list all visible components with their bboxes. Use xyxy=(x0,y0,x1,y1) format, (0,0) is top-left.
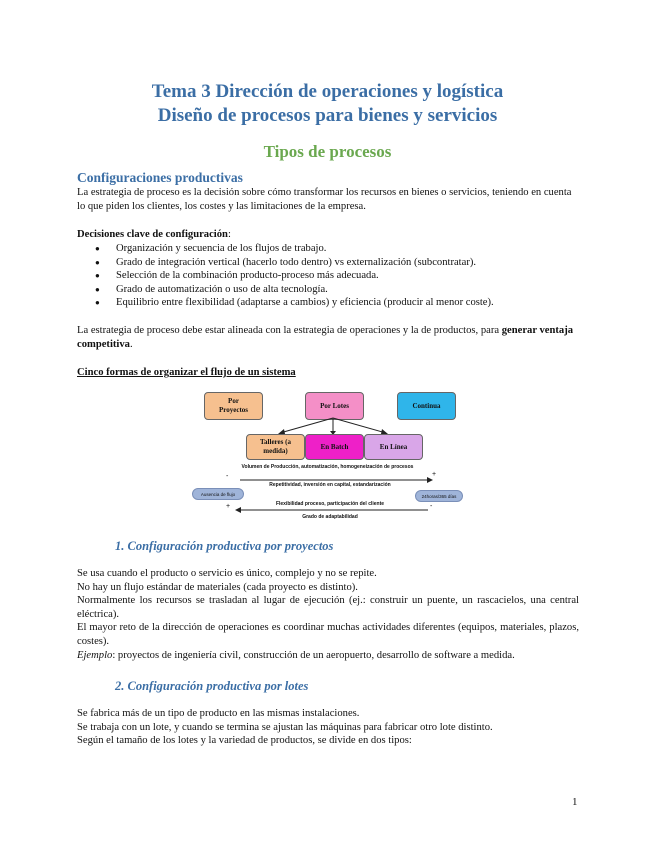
box-talleres xyxy=(246,434,305,460)
box-talleres-label: Talleres (a medida) xyxy=(260,438,291,455)
alignment-bold: generar ventaja competitiva xyxy=(77,325,574,350)
process-flow-diagram xyxy=(190,385,460,525)
arrow-to-talleres xyxy=(280,418,333,433)
sign-plus-bottom: + xyxy=(226,503,231,510)
example-label: Ejemplo xyxy=(77,649,113,661)
decisions-list xyxy=(95,242,575,310)
sign-plus-top: + xyxy=(432,471,437,478)
box-en-linea-label: En Línea xyxy=(379,442,408,451)
proyectos-paragraph xyxy=(77,567,579,662)
decisions-label-bold: Decisiones clave de configuración xyxy=(77,229,228,240)
flow-heading: Cinco formas de organizar el flujo de un sistema xyxy=(77,367,296,378)
decisions-label-colon: : xyxy=(227,229,231,240)
list-item: ● Grado de integración vertical (hacerlo todo dentro) vs externalización (subcontratar). xyxy=(95,256,575,270)
section-heading-configuraciones: Configuraciones productivas xyxy=(77,170,243,185)
paragraph-line: Se fabrica más de un tipo de producto en las mismas instalaciones. xyxy=(77,708,360,719)
list-item: ● Selección de la combinación producto-proceso más adecuada. xyxy=(95,269,575,283)
paragraph-line: Según el tamaño de los lotes y la variedad de productos, se divide en dos tipos: xyxy=(77,735,412,747)
arrow-head-flexibilidad xyxy=(235,507,241,513)
box-en-batch-label: En Batch xyxy=(320,442,349,451)
list-item: ● Grado de automatización o uso de alta tecnología. xyxy=(95,283,575,297)
alignment-paragraph xyxy=(77,324,579,351)
box-en-linea xyxy=(364,434,423,460)
label-adaptabilidad: Grado de adaptabilidad xyxy=(302,514,358,520)
arrow-to-linea xyxy=(333,418,386,433)
alignment-end: . xyxy=(129,338,133,350)
list-item: ● Equilibrio entre flexibilidad (adaptarse a cambios) y eficiencia (producir al menor coste). xyxy=(95,296,575,310)
pill-24-horas: 24horas/365 días xyxy=(415,490,463,502)
paragraph-line: Normalmente los recursos se trasladan al lugar de ejecución (ej.: construir un puente, un rascacielos, una central eléctrica). xyxy=(77,595,579,620)
subsection-heading-proyectos: 1. Configuración productiva por proyectos xyxy=(115,539,334,553)
paragraph-line: Se trabaja con un lote, y cuando se termina se ajustan las máquinas para fabricar otro lote distinto. xyxy=(77,721,493,733)
sign-minus-top: - xyxy=(226,473,229,480)
paragraph-line: Se usa cuando el producto o servicio es único, complejo y no se repite. xyxy=(77,568,377,579)
lotes-paragraph xyxy=(77,707,579,748)
box-por-proyectos-label: Por Proyectos xyxy=(218,397,249,414)
pill-ausencia-flujo: Ausencia de flujo xyxy=(192,488,244,500)
intro-paragraph: La estrategia de proceso es la decisión sobre cómo transformar los recursos en bienes o servicios, teniendo en cuenta lo que piden los clientes, los costes y las limitaciones de la empresa. xyxy=(77,187,572,212)
sign-minus-bottom: - xyxy=(430,503,433,510)
box-continua-label: Continua xyxy=(412,401,441,410)
alignment-text: La estrategia de proceso debe estar alineada con la estrategia de operaciones y la de productos, para xyxy=(77,325,502,336)
document-title-line-2: Diseño de procesos para bienes y servicios xyxy=(157,105,498,126)
box-por-lotes-label: Por Lotes xyxy=(320,401,349,410)
decisions-label xyxy=(77,228,579,242)
label-flexibilidad: Flexibilidad proceso, participación del cliente xyxy=(275,501,385,507)
subsection-heading-lotes: 2. Configuración productiva por lotes xyxy=(115,679,309,693)
list-item: ● Organización y secuencia de los flujos de trabajo. xyxy=(95,242,575,256)
page-number: 1 xyxy=(572,796,578,808)
label-repetitividad: Repetitividad, inversión en capital, estandarización xyxy=(269,482,391,488)
paragraph-line: El mayor reto de la dirección de operaciones es coordinar muchas actividades diferentes (equipos, materiales, plazos, costes). xyxy=(77,622,579,647)
example-text: : proyectos de ingeniería civil, construcción de un aeropuerto, desarrollo de software a medida. xyxy=(112,649,515,661)
document-title-line-1: Tema 3 Dirección de operaciones y logística xyxy=(151,81,504,102)
paragraph-line: No hay un flujo estándar de materiales (cada proyecto es distinto). xyxy=(77,581,358,593)
example-line xyxy=(77,649,579,663)
box-en-batch xyxy=(305,434,364,460)
label-volumen: Volumen de Producción, automatización, homogeneización de procesos xyxy=(241,464,414,470)
document-subtitle: Tipos de procesos xyxy=(263,142,392,161)
